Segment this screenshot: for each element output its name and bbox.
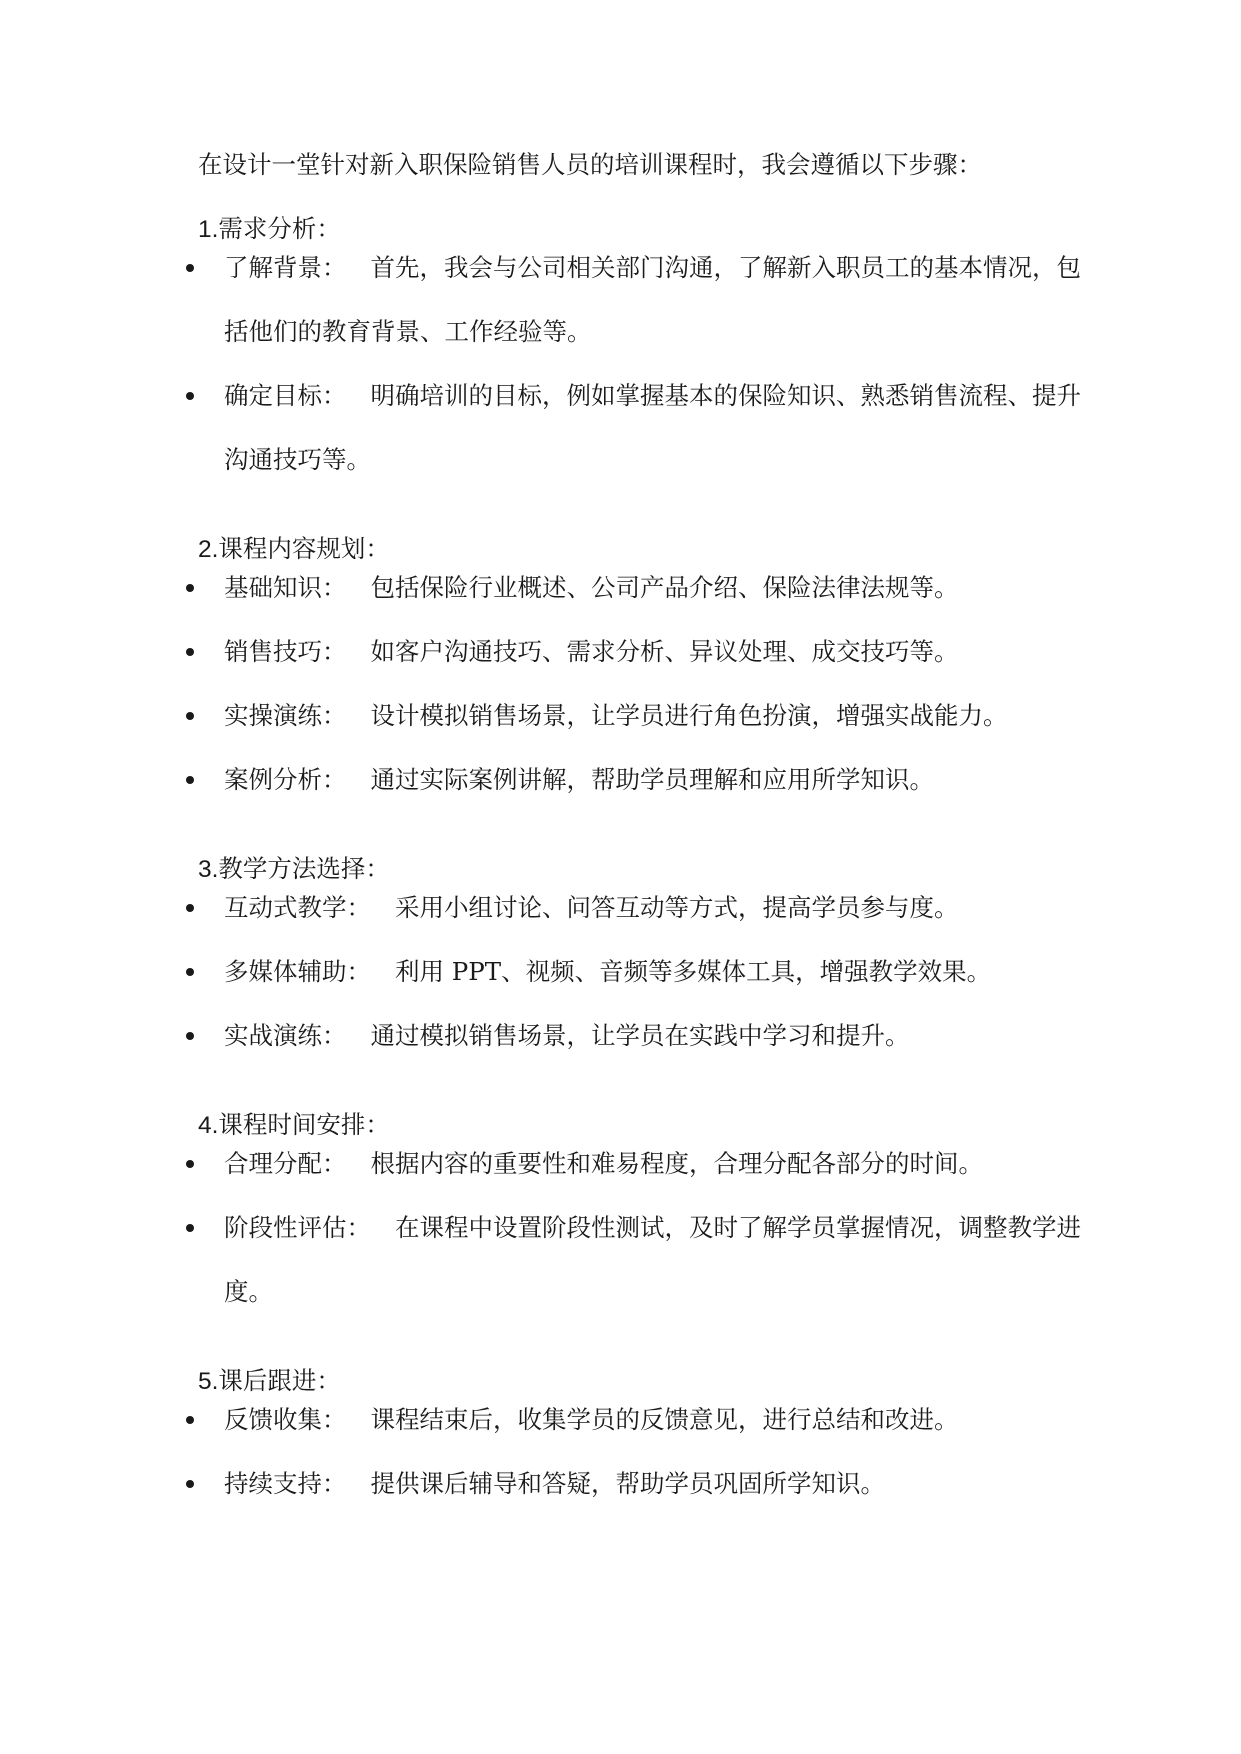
item-label: 基础知识： [224, 573, 347, 602]
item-label: 案例分析： [224, 765, 347, 794]
item-label: 合理分配： [224, 1149, 347, 1178]
item-text: 在课程中设置阶段性测试，及时了解学员掌握情况，调整教学进度。 [224, 1213, 1081, 1306]
item-text: 通过实际案例讲解，帮助学员理解和应用所学知识。 [370, 765, 934, 794]
list-item [224, 556, 1084, 620]
bullet-icon [186, 1032, 194, 1040]
item-label: 了解背景： [224, 253, 347, 282]
list-item [224, 940, 1084, 1004]
list-item [224, 748, 1084, 812]
item-label: 实操演练： [224, 701, 347, 730]
section-heading-3: 3.教学方法选择： [198, 856, 390, 883]
list-item [224, 620, 1084, 684]
bullet-icon [186, 1480, 194, 1488]
list-item [224, 876, 1084, 940]
item-text: 采用小组讨论、问答互动等方式，提高学员参与度。 [395, 893, 959, 922]
bullet-icon [186, 968, 194, 976]
section-heading-4: 4.课程时间安排： [198, 1112, 390, 1139]
item-label: 阶段性评估： [224, 1213, 371, 1242]
item-text: 包括保险行业概述、公司产品介绍、保险法律法规等。 [370, 573, 959, 602]
intro-paragraph: 在设计一堂针对新入职保险销售人员的培训课程时，我会遵循以下步骤： [198, 150, 982, 179]
item-label: 持续支持： [224, 1469, 347, 1498]
list-item [224, 1196, 1084, 1324]
section-heading-5: 5.课后跟进： [198, 1368, 341, 1395]
item-label: 互动式教学： [224, 893, 371, 922]
bullet-icon [186, 648, 194, 656]
item-label: 销售技巧： [224, 637, 347, 666]
item-text: 提供课后辅导和答疑，帮助学员巩固所学知识。 [370, 1469, 885, 1498]
list-item [224, 1452, 1084, 1516]
section-heading-2: 2.课程内容规划： [198, 536, 390, 563]
bullet-icon [186, 712, 194, 720]
bullet-icon [186, 776, 194, 784]
bullet-icon [186, 904, 194, 912]
list-item [224, 684, 1084, 748]
list-item [224, 364, 1084, 492]
item-text: 根据内容的重要性和难易程度，合理分配各部分的时间。 [370, 1149, 983, 1178]
bullet-icon [186, 264, 194, 272]
item-text: 设计模拟销售场景，让学员进行角色扮演，增强实战能力。 [370, 701, 1008, 730]
bullet-icon [186, 1224, 194, 1232]
list-item [224, 236, 1084, 364]
item-text: 如客户沟通技巧、需求分析、异议处理、成交技巧等。 [370, 637, 959, 666]
item-text: 明确培训的目标，例如掌握基本的保险知识、熟悉销售流程、提升沟通技巧等。 [224, 381, 1081, 474]
bullet-icon [186, 1160, 194, 1168]
item-text: 利用 PPT、视频、音频等多媒体工具，增强教学效果。 [395, 957, 992, 986]
list-item [224, 1132, 1084, 1196]
list-item [224, 1004, 1084, 1068]
list-item [224, 1388, 1084, 1452]
item-label: 反馈收集： [224, 1405, 347, 1434]
item-text: 通过模拟销售场景，让学员在实践中学习和提升。 [370, 1021, 910, 1050]
section-heading-1: 1.需求分析： [198, 216, 341, 243]
bullet-icon [186, 584, 194, 592]
item-text: 首先，我会与公司相关部门沟通，了解新入职员工的基本情况，包括他们的教育背景、工作经验等。 [224, 253, 1081, 346]
item-label: 多媒体辅助： [224, 957, 371, 986]
item-label: 实战演练： [224, 1021, 347, 1050]
item-text: 课程结束后，收集学员的反馈意见，进行总结和改进。 [370, 1405, 959, 1434]
item-label: 确定目标： [224, 381, 347, 410]
bullet-icon [186, 1416, 194, 1424]
bullet-icon [186, 392, 194, 400]
